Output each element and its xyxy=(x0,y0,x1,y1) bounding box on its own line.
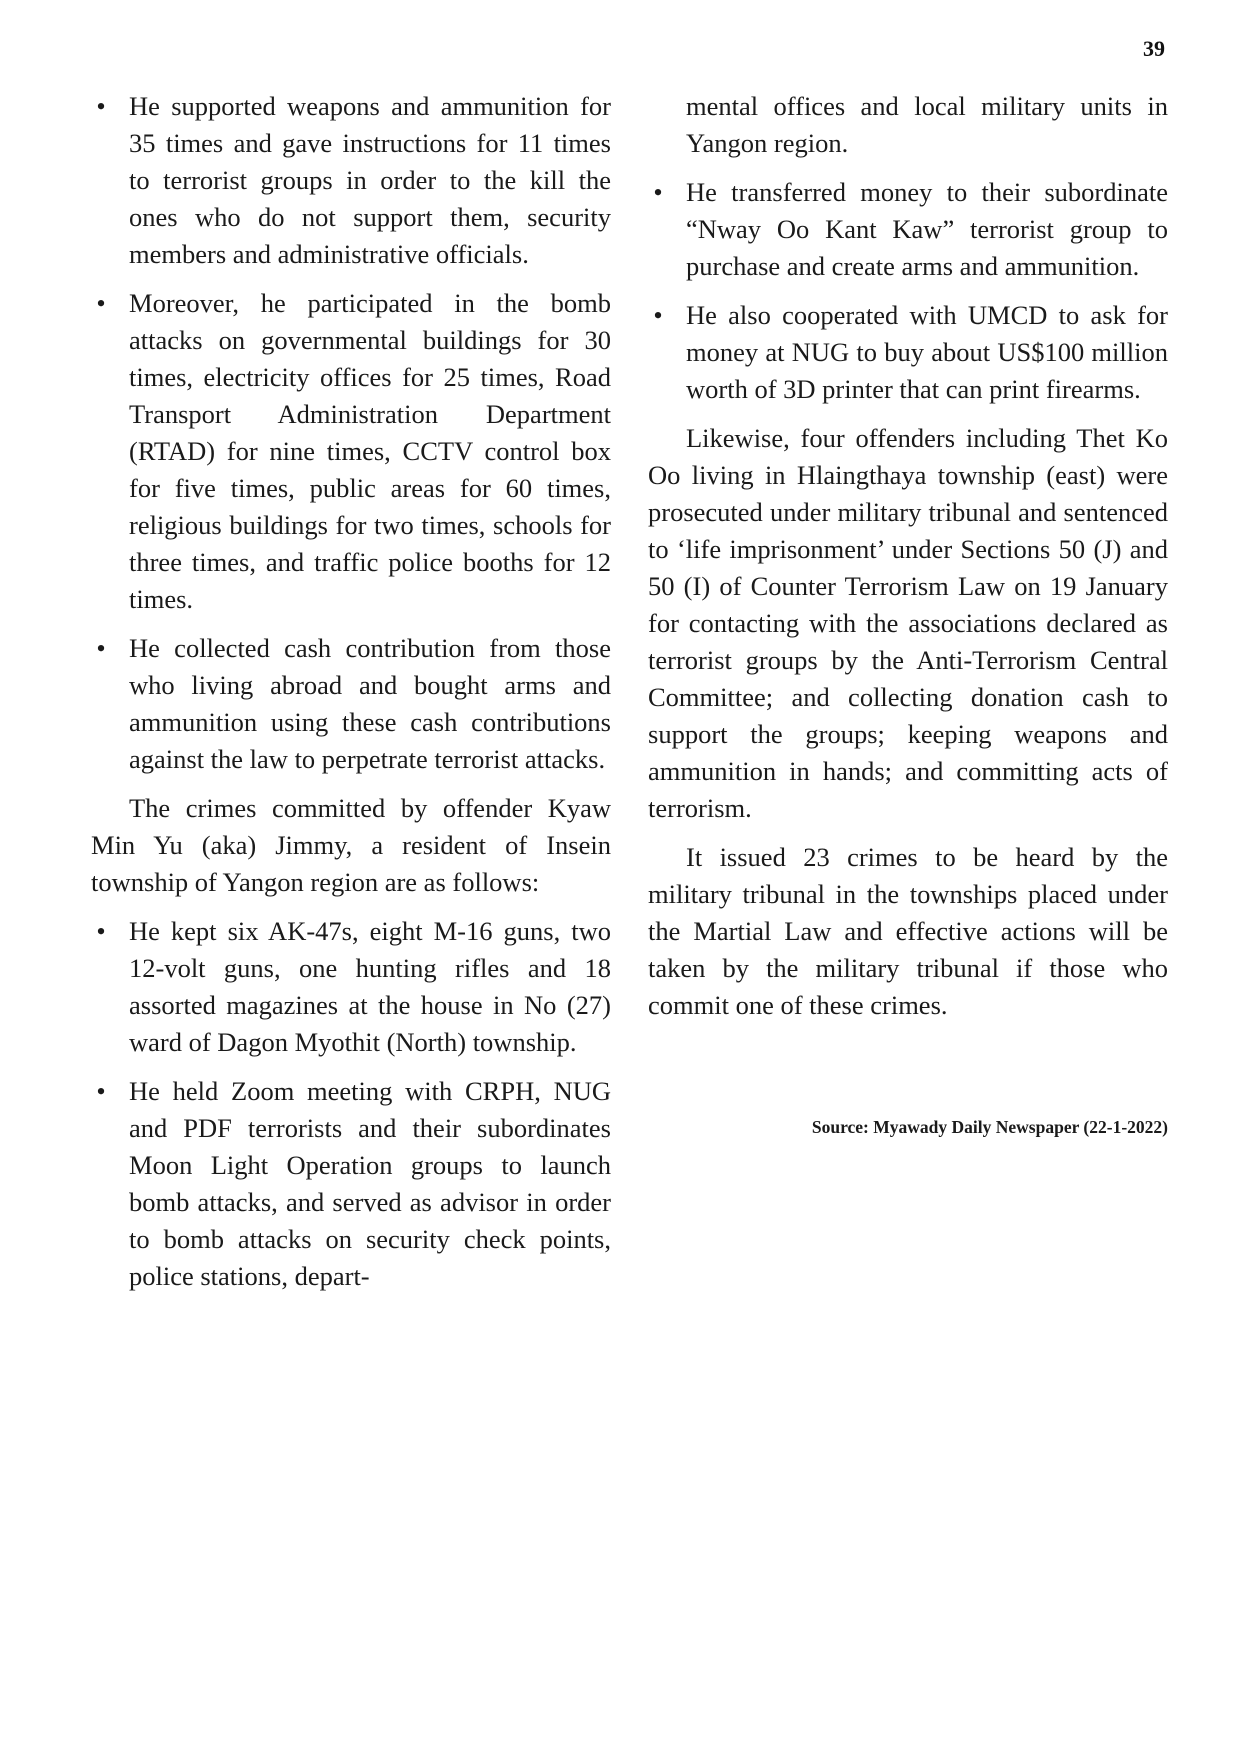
bullet-icon: • xyxy=(653,300,663,330)
list-item-text: He kept six AK-47s, eight M-16 guns, two 12-volt guns, one hunting rifles and 18 assorted magazines at the house in No (27) ward of Dagon Myothit (North) township. xyxy=(129,916,611,1057)
bullet-list-3 xyxy=(648,174,1168,408)
bullet-icon: • xyxy=(96,91,106,121)
paragraph-likewise: Likewise, four offenders including Thet Ko Oo living in Hlaingthaya township (east) were prosecuted under military tribunal and sentenced to ‘life imprisonment’ under Sections 50 (J) and 50 (I) of Counter Terrorism Law on 19 January for contacting with the associations declared as terrorist groups by the Anti-Terrorism Central Committee; and collecting donation cash to support the groups; keeping weapons and ammunition in hands; and committing acts of terrorism. xyxy=(648,423,1168,823)
bullet-icon: • xyxy=(96,1076,106,1106)
list-item-text: He supported weapons and ammunition for 35 times and gave instructions for 11 times to terrorist groups in order to the kill the ones who do not support them, security members and administrative officials. xyxy=(129,91,611,269)
list-item xyxy=(91,913,611,1061)
bullet-icon: • xyxy=(96,916,106,946)
left-column xyxy=(91,88,611,1307)
list-item xyxy=(648,174,1168,285)
right-column xyxy=(648,88,1168,1138)
bullet-icon: • xyxy=(96,288,106,318)
list-item-text: He also cooperated with UMCD to ask for money at NUG to buy about US$100 million worth of 3D printer that can print firearms. xyxy=(686,300,1168,404)
list-item-continuation: mental offices and local military units in Yangon region. xyxy=(686,91,1168,158)
list-item xyxy=(91,1073,611,1295)
list-item xyxy=(648,297,1168,408)
list-item xyxy=(91,285,611,618)
list-item-text: He transferred money to their subordinate “Nway Oo Kant Kaw” terrorist group to purchase and create arms and ammunition. xyxy=(686,177,1168,281)
list-item-text: Moreover, he participated in the bomb attacks on governmental buildings for 30 times, electricity offices for 25 times, Road Transport Administration Department (RTAD) for nine times, CCTV control box for five times, public areas for 60 times, religious buildings for two times, schools for three times, and traffic police booths for 12 times. xyxy=(129,288,611,614)
paragraph-tribunal: It issued 23 crimes to be heard by the military tribunal in the townships placed under the Martial Law and effective actions will be taken by the military tribunal if those who commit one of these crimes. xyxy=(648,842,1168,1020)
bullet-icon: • xyxy=(653,177,663,207)
source-credit: Source: Myawady Daily Newspaper (22-1-2022) xyxy=(811,1117,1168,1137)
list-item-text: He held Zoom meeting with CRPH, NUG and PDF terrorists and their subordinates Moon Light Operation groups to launch bomb attacks, and served as advisor in order to bomb attacks on security check points, police stations, depart- xyxy=(129,1076,611,1291)
page-number: 39 xyxy=(1143,36,1165,61)
bullet-icon: • xyxy=(96,633,106,663)
list-item xyxy=(91,630,611,778)
bullet-list-1 xyxy=(91,88,611,778)
list-item-text: He collected cash contribution from those who living abroad and bought arms and ammunition using these cash contributions against the law to perpetrate terrorist attacks. xyxy=(129,633,611,774)
paragraph-offender-crimes: The crimes committed by offender Kyaw Min Yu (aka) Jimmy, a resident of Insein township of Yangon region are as follows: xyxy=(91,793,611,897)
list-item xyxy=(91,88,611,273)
bullet-list-2 xyxy=(91,913,611,1295)
